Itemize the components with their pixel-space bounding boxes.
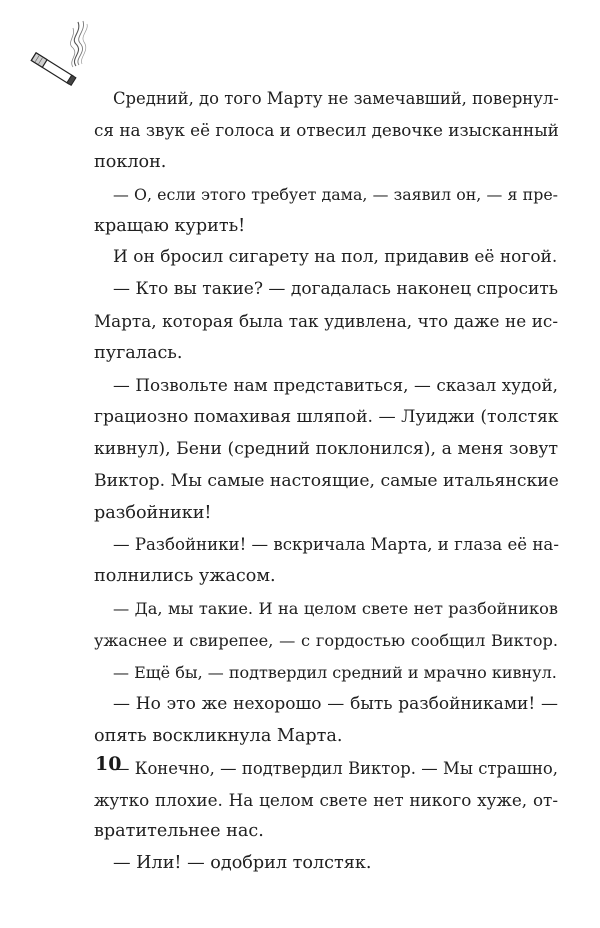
text-line: Марта, которая была так удивлена, что даже не ис- [94,311,558,332]
text-line: — Разбойники! — вскричала Марта, и глаза её на- [113,535,559,555]
text-line: разбойники! [94,502,212,523]
text-line: кращаю курить! [94,215,246,236]
text-line: поклон. [94,151,167,172]
text-line: полнились ужасом. [94,566,276,587]
text-line: — Конечно, — подтвердил Виктор. — Мы страшно, [113,758,558,778]
text-line: пугалась. [94,343,183,364]
text-line: — Да, мы такие. И на целом свете нет разбойников [113,599,558,619]
text-line: — О, если этого требует дама, — заявил он, — я пре- [113,184,558,204]
text-line: — Или! — одобрил толстяк. [113,853,372,874]
text-line: опять воскликнула Марта. [94,725,343,746]
text-line: грациозно помахивая шляпой. — Луиджи (толстяк [94,406,559,427]
page-number: 10 [95,753,122,775]
text-line: вратительнее нас. [94,821,264,842]
text-line: — Но это же нехорошо — быть разбойниками! — [113,693,558,714]
text-line: — Ещё бы, — подтвердил средний и мрачно кивнул. [113,663,557,683]
smoking-cigarette-icon [26,18,96,90]
text-line: ужаснее и свирепее, — с гордостью сообщил Виктор. [94,631,558,651]
text-line: И он бросил сигарету на пол, придавив её ногой. [113,247,558,268]
text-line: Средний, до того Марту не замечавший, повернул- [113,89,559,108]
story-text [94,83,558,880]
text-line: кивнул), Бени (средний поклонился), а меня зовут [94,438,558,459]
text-line: Виктор. Мы самые настоящие, самые итальянские [94,470,559,491]
text-line: — Позвольте нам представиться, — сказал худой, [113,375,558,396]
text-line: жутко плохие. На целом свете нет никого хуже, от- [94,789,558,810]
text-line: — Кто вы такие? — догадалась наконец спросить [113,279,558,300]
text-line: ся на звук её голоса и отвесил девочке изысканный [94,119,559,140]
